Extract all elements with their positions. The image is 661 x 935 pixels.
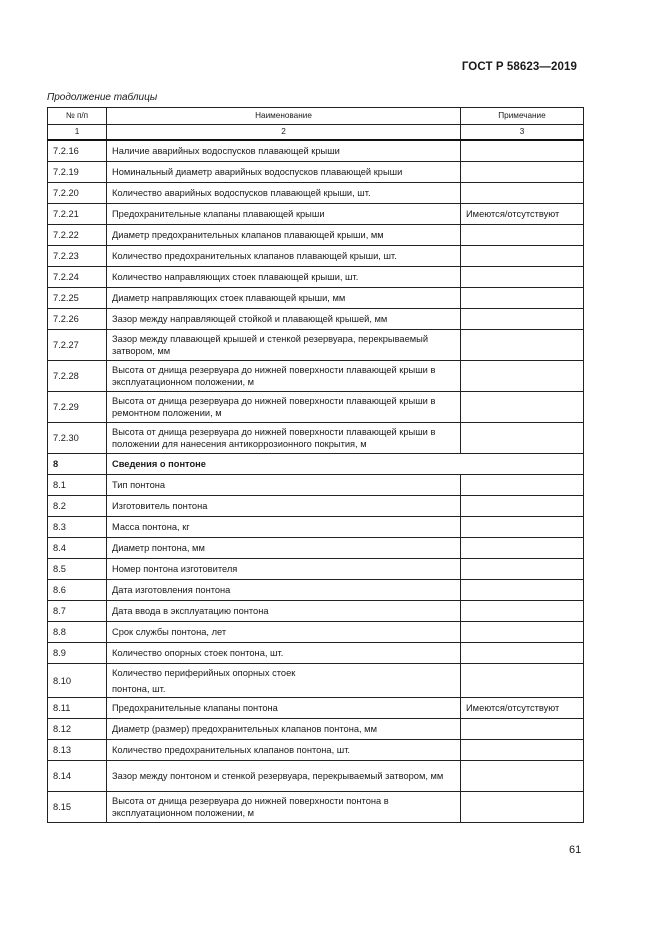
header-row: [48, 108, 584, 125]
row-number: 8.10: [48, 664, 107, 698]
row-number: 7.2.19: [48, 162, 107, 183]
row-number: 7.2.24: [48, 267, 107, 288]
document-code: ГОСТ Р 58623—2019: [461, 61, 577, 73]
row-note: [461, 559, 584, 580]
table-row: [48, 204, 584, 225]
row-number: 8.1: [48, 475, 107, 496]
row-name: [107, 664, 461, 698]
row-note: [461, 792, 584, 823]
row-note: [461, 246, 584, 267]
table-row: [48, 309, 584, 330]
table-row: [48, 162, 584, 183]
row-note: [461, 601, 584, 622]
row-number: 8.14: [48, 761, 107, 792]
row-number: 7.2.26: [48, 309, 107, 330]
table-row: [48, 392, 584, 423]
row-name: Масса понтона, кг: [107, 517, 461, 538]
table-row: [48, 517, 584, 538]
row-note: [461, 580, 584, 601]
row-name: Номер понтона изготовителя: [107, 559, 461, 580]
row-number: 8.8: [48, 622, 107, 643]
section-number: 8: [48, 454, 107, 475]
row-note: [461, 643, 584, 664]
row-note: [461, 361, 584, 392]
row-note: Имеются/отсутствуют: [461, 204, 584, 225]
row-number: 8.13: [48, 740, 107, 761]
table-row: [48, 538, 584, 559]
column-header-number: № п/п: [48, 108, 107, 125]
table-row: [48, 423, 584, 454]
row-note: [461, 496, 584, 517]
page-number: 61: [569, 844, 582, 856]
table-row: [48, 288, 584, 309]
row-number: 7.2.30: [48, 423, 107, 454]
row-number: 7.2.23: [48, 246, 107, 267]
row-name: Зазор между понтоном и стенкой резервуара, перекрываемый затвором, мм: [107, 761, 461, 792]
section-row: [48, 454, 584, 475]
table-row: [48, 475, 584, 496]
row-note: [461, 719, 584, 740]
table-row: [48, 183, 584, 204]
row-note: [461, 622, 584, 643]
table-row: [48, 330, 584, 361]
row-name: Диаметр понтона, мм: [107, 538, 461, 559]
row-name: Диаметр предохранительных клапанов плавающей крыши, мм: [107, 225, 461, 246]
row-number: 7.2.20: [48, 183, 107, 204]
row-number: 8.9: [48, 643, 107, 664]
row-note: [461, 538, 584, 559]
row-note: [461, 140, 584, 162]
row-number: 8.11: [48, 698, 107, 719]
row-note: Имеются/отсутствуют: [461, 698, 584, 719]
row-name: Количество аварийных водоспусков плавающей крыши, шт.: [107, 183, 461, 204]
row-name: Количество предохранительных клапанов понтона, шт.: [107, 740, 461, 761]
row-number: 8.5: [48, 559, 107, 580]
table-row: [48, 698, 584, 719]
table-row: [48, 225, 584, 246]
row-note: [461, 225, 584, 246]
column-number: 3: [461, 125, 584, 141]
row-note: [461, 162, 584, 183]
row-name: Количество опорных стоек понтона, шт.: [107, 643, 461, 664]
row-number: 8.15: [48, 792, 107, 823]
row-number: 8.7: [48, 601, 107, 622]
row-name: Высота от днища резервуара до нижней поверхности плавающей крыши в ремонтном положении, м: [107, 392, 461, 423]
table-row: [48, 792, 584, 823]
table-row: [48, 246, 584, 267]
row-number: 7.2.29: [48, 392, 107, 423]
row-number: 8.12: [48, 719, 107, 740]
row-note: [461, 183, 584, 204]
data-table: [47, 107, 584, 823]
column-number: 1: [48, 125, 107, 141]
column-number: 2: [107, 125, 461, 141]
column-number-row: [48, 125, 584, 141]
row-number: 8.4: [48, 538, 107, 559]
row-name: Высота от днища резервуара до нижней поверхности понтона в эксплуатационном положении, м: [107, 792, 461, 823]
row-name: Дата изготовления понтона: [107, 580, 461, 601]
row-note: [461, 423, 584, 454]
row-name: Срок службы понтона, лет: [107, 622, 461, 643]
table-row: [48, 496, 584, 517]
table-row: [48, 267, 584, 288]
row-name: Зазор между направляющей стойкой и плавающей крышей, мм: [107, 309, 461, 330]
row-note: [461, 288, 584, 309]
row-note: [461, 664, 584, 698]
row-note: [461, 517, 584, 538]
column-header-name: Наименование: [107, 108, 461, 125]
row-note: [461, 267, 584, 288]
row-note: [461, 740, 584, 761]
table-row: [48, 719, 584, 740]
row-name: Тип понтона: [107, 475, 461, 496]
row-name: Высота от днища резервуара до нижней поверхности плавающей крыши в положении для нанесения антикоррозионного покрытия, м: [107, 423, 461, 454]
table-row: [48, 601, 584, 622]
row-number: 7.2.28: [48, 361, 107, 392]
section-title: Сведения о понтоне: [107, 454, 584, 475]
row-name-line: понтона, шт.: [112, 683, 166, 694]
row-name: Диаметр направляющих стоек плавающей крыши, мм: [107, 288, 461, 309]
table-row: [48, 580, 584, 601]
row-name: Высота от днища резервуара до нижней поверхности плавающей крыши в эксплуатационном положении, м: [107, 361, 461, 392]
row-note: [461, 309, 584, 330]
table-row: [48, 622, 584, 643]
table-row: [48, 740, 584, 761]
table-row: [48, 664, 584, 698]
row-name: Предохранительные клапаны понтона: [107, 698, 461, 719]
row-name: Наличие аварийных водоспусков плавающей крыши: [107, 140, 461, 162]
row-name: Дата ввода в эксплуатацию понтона: [107, 601, 461, 622]
table-caption: Продолжение таблицы: [47, 92, 158, 103]
row-number: 8.3: [48, 517, 107, 538]
row-note: [461, 475, 584, 496]
row-number: 8.2: [48, 496, 107, 517]
row-number: 7.2.21: [48, 204, 107, 225]
row-note: [461, 330, 584, 361]
row-name: Предохранительные клапаны плавающей крыши: [107, 204, 461, 225]
row-note: [461, 392, 584, 423]
table-row: [48, 140, 584, 162]
table-row: [48, 559, 584, 580]
table-row: [48, 643, 584, 664]
row-name-line: Количество периферийных опорных стоек: [112, 667, 296, 678]
row-number: 7.2.16: [48, 140, 107, 162]
row-number: 7.2.25: [48, 288, 107, 309]
row-name: Диаметр (размер) предохранительных клапанов понтона, мм: [107, 719, 461, 740]
table-row: [48, 761, 584, 792]
table-row: [48, 361, 584, 392]
row-number: 7.2.27: [48, 330, 107, 361]
row-note: [461, 761, 584, 792]
column-header-note: Примечание: [461, 108, 584, 125]
row-name: Изготовитель понтона: [107, 496, 461, 517]
row-name: Зазор между плавающей крышей и стенкой резервуара, перекрываемый затвором, мм: [107, 330, 461, 361]
row-name: Количество предохранительных клапанов плавающей крыши, шт.: [107, 246, 461, 267]
row-number: 8.6: [48, 580, 107, 601]
row-name: Номинальный диаметр аварийных водоспусков плавающей крыши: [107, 162, 461, 183]
row-number: 7.2.22: [48, 225, 107, 246]
row-name: Количество направляющих стоек плавающей крыши, шт.: [107, 267, 461, 288]
